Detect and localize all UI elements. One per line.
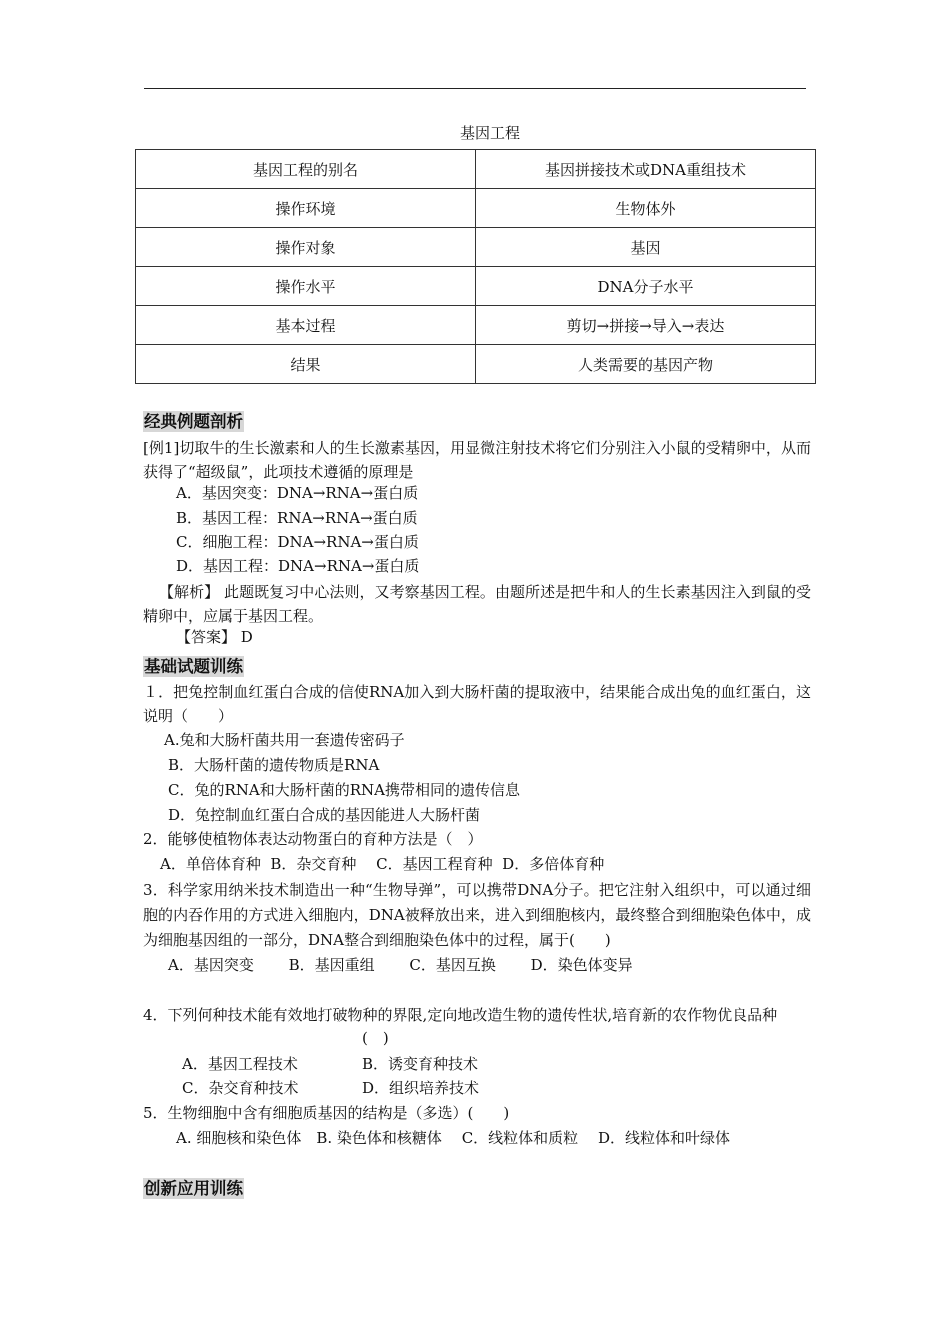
question-1-stem: １．把兔控制血红蛋白合成的信使RNA加入到大肠杆菌的提取液中，结果能合成出兔的血红蛋白，这说明（ ） [143, 683, 811, 725]
table-row [136, 150, 816, 189]
example-analysis: 【解析】 此题既复习中心法则，又考察基因工程。由题所述是把牛和人的生长素基因注入到鼠的受精卵中，应属于基因工程。 [143, 583, 811, 625]
question-1-option-c: C．兔的RNA和大肠杆菌的RNA携带相同的遗传信息 [168, 781, 520, 799]
example-answer: 【答案】 D [176, 628, 253, 646]
question-1-option-d: D．兔控制血红蛋白合成的基因能进人大肠杆菌 [168, 806, 481, 824]
table-cell-value: 基因拼接技术或DNA重组技术 [476, 150, 816, 189]
example-option-d: D．基因工程：DNA→RNA→蛋白质 [176, 557, 420, 575]
table-cell-label: 操作水平 [136, 267, 476, 306]
table-row [136, 345, 816, 384]
table-cell-value: DNA分子水平 [476, 267, 816, 306]
section-heading-basic-training: 基础试题训练 [144, 657, 243, 676]
example-option-a: A．基因突变：DNA→RNA→蛋白质 [176, 484, 419, 502]
table-row [136, 189, 816, 228]
table-row [136, 228, 816, 267]
table-cell-label: 操作对象 [136, 228, 476, 267]
table-cell-value: 剪切→拼接→导入→表达 [476, 306, 816, 345]
question-4-paren: ( ) [362, 1029, 389, 1047]
table-cell-label: 结果 [136, 345, 476, 384]
question-4-option-a: A．基因工程技术 [182, 1055, 298, 1073]
example-option-b: B．基因工程：RNA→RNA→蛋白质 [176, 509, 418, 527]
example-1-stem: [例1]切取牛的生长激素和人的生长激素基因，用显微注射技术将它们分别注入小鼠的受精卵中，从而获得了“超级鼠”，此项技术遵循的原理是 [143, 439, 811, 481]
table-caption: 基因工程 [459, 124, 520, 142]
table-cell-value: 基因 [476, 228, 816, 267]
gene-engineering-table [135, 149, 816, 384]
section-heading-examples: 经典例题剖析 [144, 412, 243, 431]
table-cell-value: 生物体外 [476, 189, 816, 228]
question-3-stem: 3．科学家用纳米技术制造出一种“生物导弹”，可以携带DNA分子。把它注射入组织中，可以通过细胞的内吞作用的方式进入细胞内，DNA被释放出来，进入到细胞核内，最终整合到细胞染色体中，成为细胞基因组的一部分，DNA整合到细胞染色体中的过程，属于( ) [143, 881, 811, 949]
question-2-options: A．单倍体育种 B．杂交育种 C．基因工程育种 D．多倍体育种 [160, 855, 605, 873]
table-row [136, 306, 816, 345]
table-cell-label: 操作环境 [136, 189, 476, 228]
question-4-stem: 4．下列何种技术能有效地打破物种的界限,定向地改造生物的遗传性状,培育新的农作物优良品种 [143, 1006, 778, 1024]
question-3-options: A．基因突变 B．基因重组 C．基因互换 D．染色体变异 [168, 956, 633, 974]
section-heading-innovation: 创新应用训练 [144, 1179, 243, 1198]
question-4-option-c: C．杂交育种技术 [182, 1079, 299, 1097]
question-5-options: A. 细胞核和染色体 B. 染色体和核糖体 C．线粒体和质粒 D．线粒体和叶绿体 [176, 1129, 730, 1147]
question-1-option-b: B．大肠杆菌的遗传物质是RNA [168, 756, 380, 774]
question-1-option-a: A.兔和大肠杆菌共用一套遗传密码子 [164, 731, 405, 749]
table-cell-value: 人类需要的基因产物 [476, 345, 816, 384]
question-5-stem: 5．生物细胞中含有细胞质基因的结构是（多选）( ) [143, 1104, 510, 1122]
table-cell-label: 基因工程的别名 [136, 150, 476, 189]
question-2-stem: 2．能够使植物体表达动物蛋白的育种方法是（ ） [143, 830, 483, 848]
question-4-option-b: B．诱变育种技术 [362, 1055, 479, 1073]
table-cell-label: 基本过程 [136, 306, 476, 345]
example-option-c: C．细胞工程：DNA→RNA→蛋白质 [176, 533, 419, 551]
header-rule [144, 88, 806, 89]
table-row [136, 267, 816, 306]
question-4-option-d: D．组织培养技术 [362, 1079, 480, 1097]
